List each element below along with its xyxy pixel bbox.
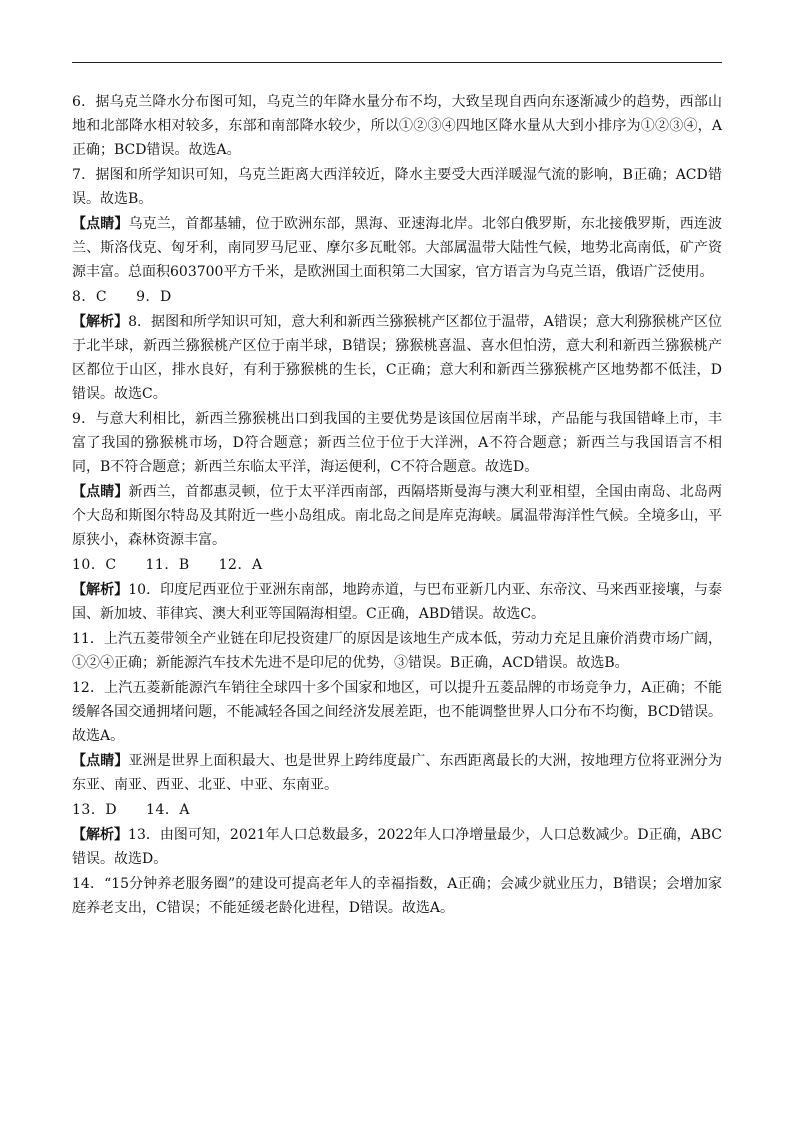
analysis-tag: 【解析】	[72, 827, 129, 843]
paragraph-q6: 6．据乌克兰降水分布图可知，乌克兰的年降水量分布不均，大致呈现自西向东逐渐减少的趋势，西部山地和北部降水相对较多，东部和南部降水较少，所以①②③④四地区降水量从大到小排序为①②③④，A正确；BCD错误。故选A。	[72, 94, 722, 158]
paragraph-note-newzealand: 【点睛】新西兰，首都惠灵顿，位于太平洋西南部，西隔塔斯曼海与澳大利亚相望，全国由南岛、北岛两个大岛和斯图尔特岛及其附近一些小岛组成。南北岛之间是库克海峡。属温带海洋性气候。全境多山，平原狭小，森林资源丰富。	[72, 484, 723, 548]
paragraph-analysis-q8: 【解析】8．据图和所学知识可知，意大利和新西兰猕猴桃产区都位于温带，A错误；意大利猕猴桃产区位于北半球，新西兰猕猴桃产区位于南半球，B错误；猕猴桃喜温、喜水但怕涝，意大利和新西兰猕猴桃产区都位于山区，排水良好，有利于猕猴桃的生长，C正确；意大利和新西兰猕猴桃产区地势都不低洼，D错误。故选C。	[72, 314, 723, 402]
document-body	[72, 90, 722, 921]
paragraph-q12: 12．上汽五菱新能源汽车销往全球四十多个国家和地区，可以提升五菱品牌的市场竞争力，A正确；不能缓解各国交通拥堵问题，不能减轻各国之间经济发展差距，也不能调整世界人口分布不均衡，BCD错误。故选A。	[72, 680, 722, 744]
paragraph-q9: 9．与意大利相比，新西兰猕猴桃出口到我国的主要优势是该国位居南半球，产品能与我国错峰上市，丰富了我国的猕猴桃市场，D符合题意；新西兰位于位于大洋洲，A不符合题意；新西兰与我国语言不相同，B不符合题意；新西兰东临太平洋，海运便利，C不符合题意。故选D。	[72, 411, 722, 475]
answers-8-9: 8．C 9．D	[72, 289, 172, 305]
analysis-tag: 【解析】	[72, 314, 129, 330]
analysis-tag: 【解析】	[72, 582, 129, 598]
note-tag: 【点睛】	[72, 216, 129, 232]
header-rule	[72, 62, 722, 63]
paragraph-analysis-q13: 【解析】13．由图可知，2021年人口总数最多，2022年人口净增量最少，人口总数减少。D正确，ABC错误。故选D。	[72, 827, 723, 867]
note-tag: 【点睛】	[72, 484, 129, 500]
paragraph-note-asia: 【点睛】亚洲是世界上面积最大、也是世界上跨纬度最广、东西距离最长的大洲，按地理方位将亚洲分为东亚、南亚、西亚、北亚、中亚、东南亚。	[72, 753, 723, 793]
paragraph-q11: 11．上汽五菱带领全产业链在印尼投资建厂的原因是该地生产成本低，劳动力充足且廉价消费市场广阔，①②④正确；新能源汽车技术先进不是印尼的优势，③错误。B正确，ACD错误。故选B。	[72, 631, 722, 671]
paragraph-analysis-q10: 【解析】10．印度尼西亚位于亚洲东南部，地跨赤道，与巴布亚新几内亚、东帝汶、马来西亚接壤，与泰国、新加坡、菲律宾、澳大利亚等国隔海相望。C正确，ABD错误。故选C。	[72, 582, 723, 622]
note-tag: 【点睛】	[72, 753, 129, 769]
paragraph-q7: 7．据图和所学知识可知，乌克兰距离大西洋较近，降水主要受大西洋暖湿气流的影响，B正确；ACD错误。故选B。	[72, 167, 722, 207]
answers-10-12: 10．C 11．B 12．A	[72, 557, 263, 573]
answers-13-14: 13．D 14．A	[72, 802, 190, 818]
paragraph-note-ukraine: 【点睛】乌克兰，首都基辅，位于欧洲东部，黑海、亚速海北岸。北邻白俄罗斯，东北接俄罗斯，西连波兰、斯洛伐克、匈牙利，南同罗马尼亚、摩尔多瓦毗邻。大部属温带大陆性气候，地势北高南低，矿产资源丰富。总面积603700平方千米，是欧洲国土面积第二大国家，官方语言为乌克兰语，俄语广泛使用。	[72, 216, 723, 280]
paragraph-q14: 14．“15分钟养老服务圈”的建设可提高老年人的幸福指数，A正确；会减少就业压力，B错误；会增加家庭养老支出，C错误；不能延缓老龄化进程，D错误。故选A。	[72, 876, 722, 916]
